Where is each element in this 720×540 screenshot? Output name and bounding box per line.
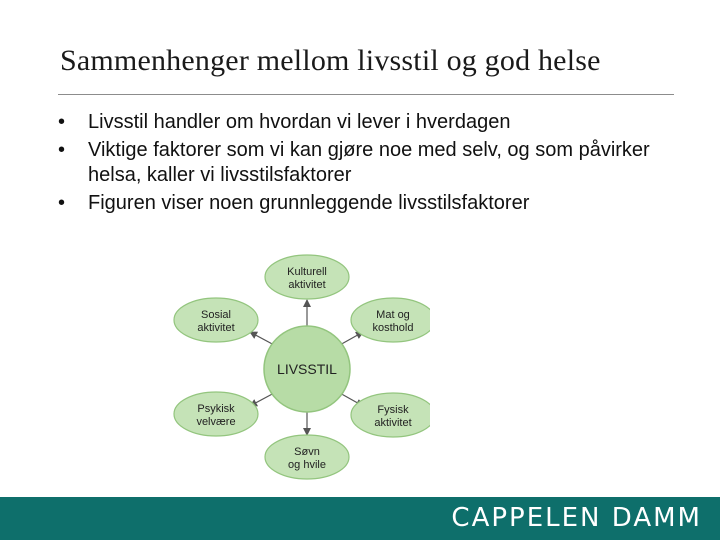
bullet-item: • Livsstil handler om hvordan vi lever i hverdagen xyxy=(58,110,678,135)
bullet-item: • Viktige faktorer som vi kan gjøre noe med selv, og som påvirker helsa, kaller vi livsstilsfaktorer xyxy=(58,138,678,188)
factor-label: Søvn xyxy=(294,446,320,458)
bullet-list xyxy=(58,110,678,219)
footer-bar xyxy=(0,497,720,540)
factor-label: aktivitet xyxy=(288,279,326,291)
factor-label: Kulturell xyxy=(287,266,327,278)
publisher-logo: CAPPELEN DAMM xyxy=(451,503,702,533)
title-divider xyxy=(58,94,674,95)
bullet-item: • Figuren viser noen grunnleggende livsstilsfaktorer xyxy=(58,191,678,216)
livsstil-center-label: LIVSSTIL xyxy=(277,361,337,377)
slide-title: Sammenhenger mellom livsstil og god helse xyxy=(60,44,601,77)
factor-label: Psykisk xyxy=(197,403,235,415)
factor-label: aktivitet xyxy=(374,417,412,429)
factor-label: Fysisk xyxy=(377,404,409,416)
factor-label: og hvile xyxy=(288,459,326,471)
factor-label: velvære xyxy=(196,416,236,428)
factor-label: Sosial xyxy=(201,309,231,321)
lifestyle-diagram xyxy=(160,250,430,485)
factor-label: aktivitet xyxy=(197,322,235,334)
factor-label: kosthold xyxy=(372,322,414,334)
factor-label: Mat og xyxy=(376,309,410,321)
